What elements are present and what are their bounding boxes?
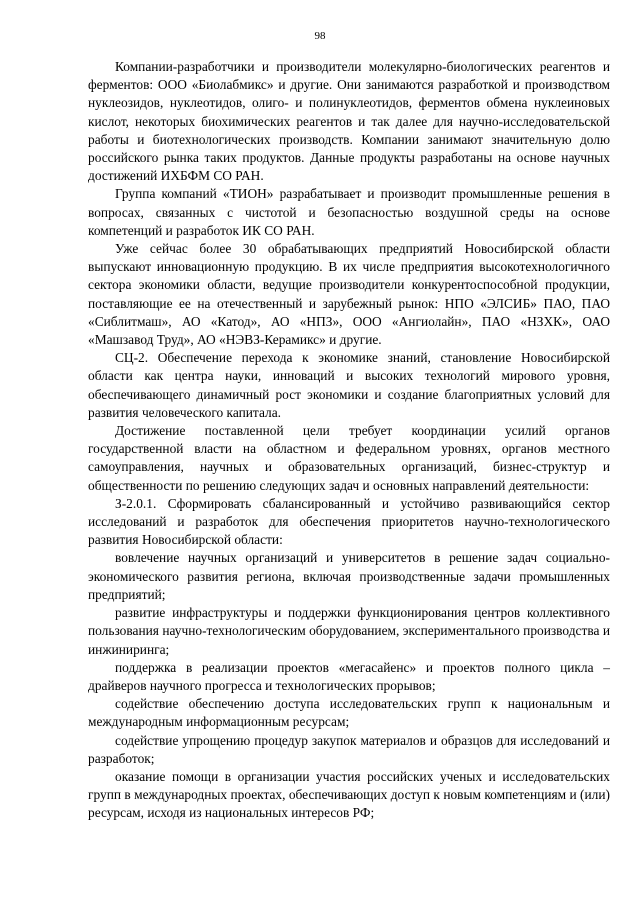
list-item-international-projects: оказание помощи в организации участия российских ученых и исследовательских групп в международных проектах, обеспечивающих доступ к новым компетенциям и (или) ресурсам, исходя из национальных интересов РФ; [88, 768, 610, 821]
list-item-procurement: содействие упрощению процедур закупок материалов и образцов для исследований и разработок; [88, 732, 610, 766]
list-item-infrastructure: развитие инфраструктуры и поддержки функционирования центров коллективного пользования научно-технологическим оборудованием, экспериментального производства и инжиниринга; [88, 605, 610, 657]
page-number: 98 [314, 30, 326, 42]
paragraph-goal-coordination: Достижение поставленной цели требует координации усилий органов государственной власти на областном и федеральном уровнях, органов местного самоуправления, научных и образовательных организаций, бизнес-структур и общественности по решению следующих задач и основных направлений деятельности: [88, 423, 610, 493]
paragraph-tion: Группа компаний «ТИОН» разрабатывает и производит промышленные решения в вопросах, связанных с чистотой и безопасностью воздушной среды на основе компетенций и разработок ИК СО РАН. [88, 186, 610, 238]
paragraph-innovative-enterprises: Уже сейчас более 30 обрабатывающих предприятий Новосибирской области выпускают инновационную продукцию. В их числе предприятия высокотехнологичного сектора экономики области, ведущие производители конкурентоспособной продукции, поставляющие ее на отечественный и зарубежный рынок: НПО «ЭЛСИБ» ПАО, ПАО «Сиблитмаш», АО «Катод», АО «НПЗ», ООО «Ангиолайн», ПАО «НЗХК», ОАО «Машзавод Труд», АО «НЭВЗ-Керамикс» и другие. [88, 241, 610, 348]
paragraph-biolabmix: Компании-разработчики и производители молекулярно-биологических реагентов и ферментов: ООО «Биолабмикс» и другие. Они занимаются разработкой и производством нуклеозидов, нуклеотидов, олиго- и полинуклеотидов, ферментов обмена нуклеиновых кислот, некоторых биохимических реагентов и так далее для научно-исследовательской работы и биотехнологических производств. Компании занимают значительную долю российского рынка таких продуктов. Данные продукты разработаны на основе научных достижений ИХБФМ СО РАН. [88, 59, 610, 184]
list-item-science-involvement: вовлечение научных организаций и университетов в решение задач социально-экономического развития региона, включая производственные задачи промышленных предприятий; [88, 550, 610, 602]
list-item-megascience: поддержка в реализации проектов «мегасайенс» и проектов полного цикла – драйверов научного прогресса и технологических прорывов; [88, 659, 610, 693]
list-item-information-access: содействие обеспечению доступа исследовательских групп к национальным и международным информационным ресурсам; [88, 696, 610, 730]
paragraph-task-2-0-1: З-2.0.1. Сформировать сбалансированный и устойчиво развивающийся сектор исследований и разработок для обеспечения приоритетов научно-технологического развития Новосибирской области: [88, 495, 610, 548]
document-body [88, 58, 610, 823]
paragraph-sc-2: СЦ-2. Обеспечение перехода к экономике знаний, становление Новосибирской области как центра науки, инноваций и высоких технологий мирового уровня, обеспечивающего динамичный рост экономики и создание благоприятных условий для развития человеческого капитала. [88, 350, 610, 420]
